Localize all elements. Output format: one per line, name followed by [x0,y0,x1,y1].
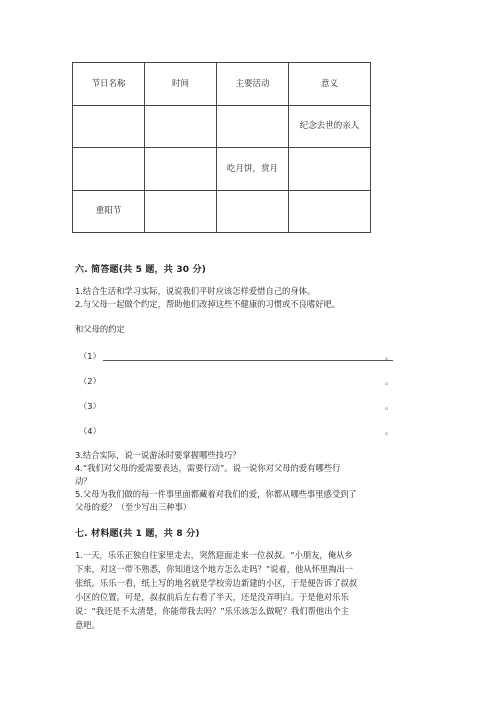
question-1: 1.结合生活和学习实际，说说我们平时应该怎样爱惜自己的身体。 [75,286,316,296]
blank-number: （4） [79,426,101,436]
material-line: 1.一天，乐乐正独自往家里走去，突然迎面走来一位叔叔。“小朋友，俺从乡 [75,550,353,560]
table-cell[interactable] [217,190,289,233]
table-cell[interactable] [73,105,145,148]
section-six-title: 六. 简答题(共 5 题，共 30 分) [75,265,207,275]
table-row [73,190,371,233]
table-cell[interactable] [289,148,371,191]
table-cell[interactable] [145,105,217,148]
festival-table [72,62,371,233]
question-5-line-2: 父母的爱？（至少写出三种事） [75,502,192,512]
material-line: 意吧。 [75,620,100,630]
table-cell[interactable] [145,190,217,233]
table-cell[interactable] [289,190,371,233]
question-3: 3.结合实际，说一说游泳时要掌握哪些技巧？ [75,450,241,460]
material-line: 小区的位置。可是，叔叔前后左右看了半天，还是没弄明白。于是他对乐乐 [75,592,349,602]
material-line: 张纸。乐乐一看，纸上写的地名就是学校旁边新建的小区，于是便告诉了叔叔 [75,578,358,588]
material-line: 下来，对这一带不熟悉，你知道这个地方怎么走吗？”说着，他从怀里掏出一 [75,564,354,574]
question-2: 2.与父母一起做个约定，帮助他们改掉这些不健康的习惯或不良嗜好吧。 [75,299,341,309]
table-header-cell: 节日名称 [73,63,145,106]
question-5-line-1: 5.父母为我们做的每一件事里面都藏着对我们的爱，你都从哪些事里感受到了 [75,489,357,499]
table-header-cell: 主要活动 [217,63,289,106]
answer-underline[interactable] [103,360,393,361]
question-4-line-1: 4.“我们对父母的爱需要表达，需要行动”。说一说你对父母的爱有哪些行 [75,463,341,473]
table-row [73,148,371,191]
table-cell: 重阳节 [73,190,145,233]
table-header-cell: 时间 [145,63,217,106]
agreement-blank-1[interactable] [75,350,395,364]
blank-period: 。 [385,401,394,411]
section-seven-title: 七. 材料题(共 1 题，共 8 分) [75,529,200,539]
blank-number: （3） [79,401,101,411]
question-4-line-2: 动？ [75,476,92,486]
material-line: 说：“我还是不太清楚，你能带我去吗？”乐乐该怎么做呢？我们帮他出个主 [75,606,350,616]
agreement-label: 和父母的约定 [75,324,125,334]
table-row [73,105,371,148]
agreement-blank-4[interactable] [75,425,395,439]
table-cell[interactable] [145,148,217,191]
table-cell: 纪念去世的亲人 [289,105,371,148]
table-header-row [73,63,371,106]
blank-period: 。 [385,351,394,361]
agreement-blank-2[interactable] [75,375,395,389]
table-cell: 吃月饼，赏月 [217,148,289,191]
table-header-cell: 意义 [289,63,371,106]
table-cell[interactable] [73,148,145,191]
blank-period: 。 [385,376,394,386]
blank-period: 。 [385,426,394,436]
agreement-blank-3[interactable] [75,400,395,414]
table-cell[interactable] [217,105,289,148]
blank-number: （2） [79,376,101,386]
blank-number: （1） [79,351,101,361]
